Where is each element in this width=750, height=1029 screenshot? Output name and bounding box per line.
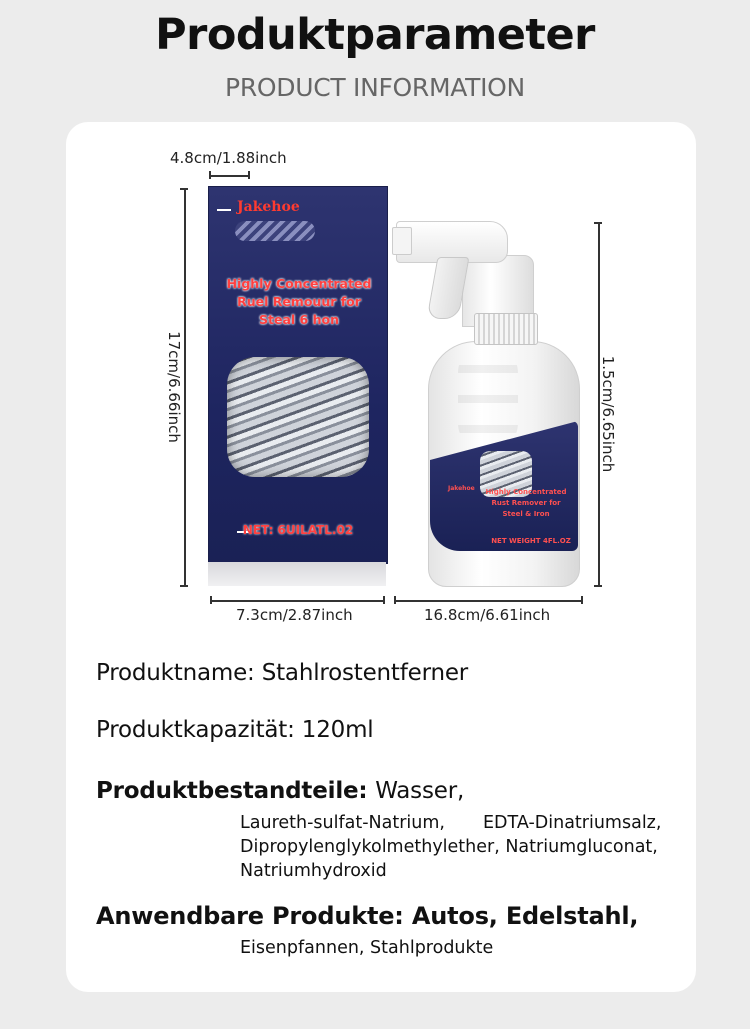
trigger-nozzle (392, 227, 412, 255)
box-height-tick-top (180, 188, 188, 190)
product-box-front (208, 186, 388, 564)
spec-capacity (96, 717, 373, 743)
spec-applicable-first: Autos, Edelstahl, (411, 902, 639, 930)
stripe-badge (235, 221, 315, 241)
box-width-label: 7.3cm/2.87inch (236, 606, 353, 624)
bottle-claim-line-3: Steel & Iron (502, 510, 550, 518)
bottle-width-line (394, 600, 582, 602)
bottle-waist (458, 343, 518, 453)
brand-dash (217, 209, 231, 211)
bottle-label-claim (478, 487, 574, 520)
product-box-image (208, 186, 386, 586)
bottle-width-tick-left (394, 596, 396, 604)
claim-line-2: Ruel Remouur for (237, 294, 361, 309)
bottle-claim-line-1: Highly Concentrated (485, 488, 567, 496)
spec-name-value: Stahlrostentferner (261, 660, 469, 686)
bottle-cap (474, 313, 538, 345)
product-box-claim (219, 275, 379, 329)
spec-ingredients-line-1b: EDTA-Dinatriumsalz, (483, 813, 662, 833)
spec-name-label: Produktname: (96, 660, 255, 686)
bottle-width-label: 16.8cm/6.61inch (424, 606, 551, 624)
spray-bottle-image (392, 215, 592, 595)
box-width-line (210, 600, 384, 602)
box-depth-line (209, 175, 249, 177)
spec-product-name (96, 660, 468, 686)
box-width-tick-right (383, 596, 385, 604)
spec-ingredients-line-2: Dipropylenglykolmethylether, Natriumgluconat, (240, 837, 658, 857)
spec-ingredients (96, 778, 464, 804)
bottle-brand: Jakehoe (448, 485, 475, 492)
page-subtitle: PRODUCT INFORMATION (225, 73, 525, 102)
spec-ingredients-label: Produktbestandteile: (96, 778, 368, 804)
product-box-base (208, 562, 386, 586)
bottle-height-tick-top (594, 222, 602, 224)
box-height-line (184, 188, 186, 586)
spec-capacity-label: Produktkapazität: (96, 717, 295, 743)
box-height-tick-bottom (180, 585, 188, 587)
bottle-label-net: NET WEIGHT 4FL.OZ (491, 537, 571, 545)
product-box-brand: Jakehoe (237, 199, 300, 215)
box-depth-tick-right (248, 171, 250, 179)
bottle-claim-line-2: Rust Remover for (491, 499, 561, 507)
box-depth-tick-left (209, 171, 211, 179)
spec-capacity-value: 120ml (301, 717, 374, 743)
spec-ingredients-first: Wasser, (375, 778, 465, 804)
box-depth-label: 4.8cm/1.88inch (170, 149, 287, 167)
bottle-height-label: 1.5cm/6.65inch (599, 355, 617, 473)
page-title: Produktparameter (155, 10, 595, 60)
claim-line-3: Steal 6 hon (259, 312, 339, 327)
spec-ingredients-line-1a: Laureth-sulfat-Natrium, (240, 813, 445, 833)
spec-applicable-line-2: Eisenpfannen, Stahlprodukte (240, 938, 494, 958)
product-box-net: NET: 6UILATL.02 (242, 523, 354, 537)
spec-applicable-label: Anwendbare Produkte: (96, 902, 404, 930)
claim-line-1: Highly Concentrated (226, 276, 372, 291)
bottle-height-tick-bottom (594, 585, 602, 587)
box-width-tick-left (210, 596, 212, 604)
spec-ingredients-line-3: Natriumhydroxid (240, 861, 387, 881)
bottle-width-tick-right (581, 596, 583, 604)
steel-bars-photo (227, 357, 369, 477)
spec-applicable (96, 902, 638, 930)
box-height-label: 17cm/6.66inch (165, 331, 183, 443)
